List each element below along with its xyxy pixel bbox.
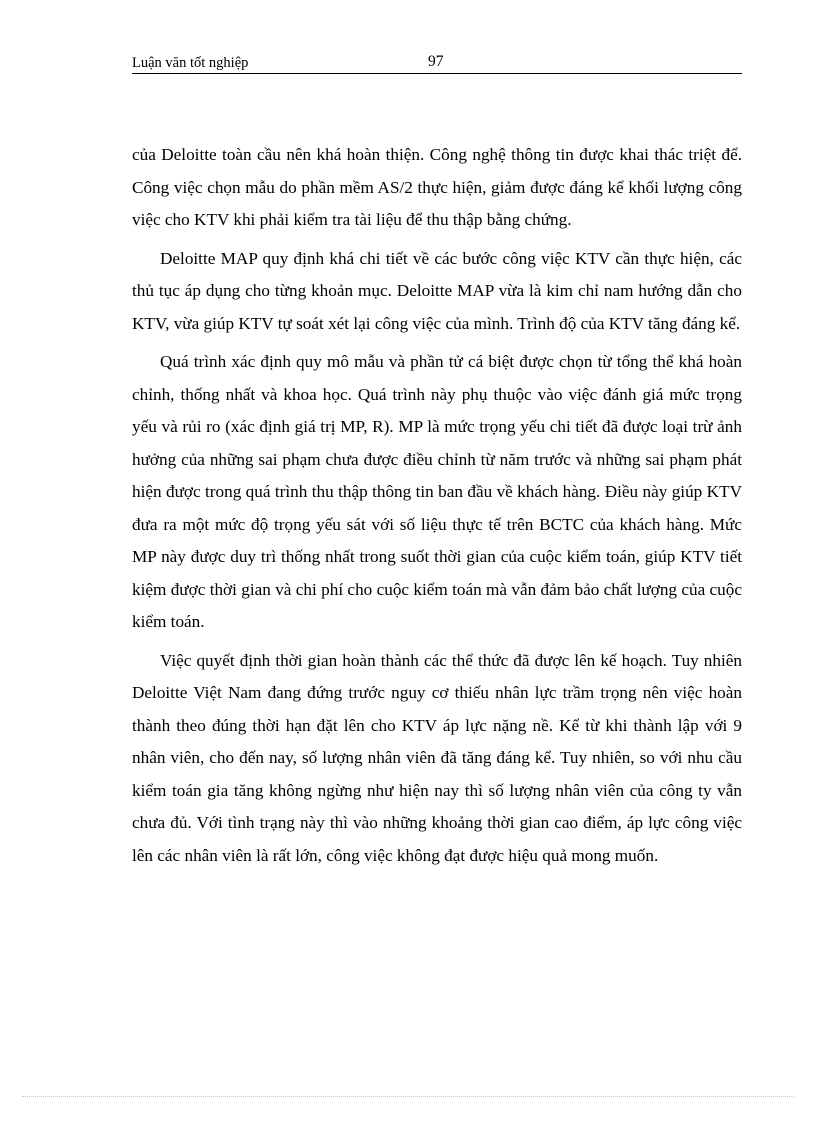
page-header [132, 52, 742, 74]
paragraph-3: Quá trình xác định quy mô mẫu và phần tử cá biệt được chọn từ tổng thể khá hoàn chỉnh, thống nhất và khoa học. Quá trình này phụ thuộc vào việc đánh giá mức trọng yếu và rủi ro (xác định giá trị MP, R). MP là mức trọng yếu chi tiết đã được loại trừ ảnh hưởng của những sai phạm chưa được điều chỉnh từ năm trước và những sai phạm phát hiện được trong quá trình thu thập thông tin ban đầu về khách hàng. Điều này giúp KTV đưa ra một mức độ trọng yếu sát với số liệu thực tế trên BCTC của khách hàng. Mức MP này được duy trì thống nhất trong suốt thời gian của cuộc kiểm toán, giúp KTV tiết kiệm được thời gian và chi phí cho cuộc kiểm toán mà vẫn đảm bảo chất lượng của cuộc kiểm toán. [132, 352, 742, 631]
paragraph-1: của Deloitte toàn cầu nên khá hoàn thiện. Công nghệ thông tin được khai thác triệt để. Công việc chọn mẫu do phần mềm AS/2 thực hiện, giảm được đáng kể khối lượng công việc cho KTV khi phải kiểm tra tài liệu để thu thập bằng chứng. [132, 145, 742, 229]
document-body [132, 139, 742, 878]
page-number: 97 [428, 53, 444, 70]
paragraph-4: Việc quyết định thời gian hoàn thành các thể thức đã được lên kế hoạch. Tuy nhiên Deloitte Việt Nam đang đứng trước nguy cơ thiếu nhân lực trầm trọng nên việc hoàn thành theo đúng thời hạn đặt lên cho KTV áp lực nặng nề. Kể từ khi thành lập với 9 nhân viên, cho đến nay, số lượng nhân viên đã tăng đáng kể. Tuy nhiên, so với nhu cầu kiểm toán gia tăng không ngừng như hiện nay thì số lượng nhân viên của công ty vẫn chưa đủ. Với tình trạng này thì vào những khoảng thời gian cao điểm, áp lực công việc lên các nhân viên là rất lớn, công việc không đạt được hiệu quả mong muốn. [132, 650, 742, 865]
header-title: Luận văn tốt nghiệp [132, 55, 249, 71]
footer-divider [22, 1096, 794, 1097]
paragraph-2: Deloitte MAP quy định khá chi tiết về các bước công việc KTV cần thực hiện, các thủ tục áp dụng cho từng khoản mục. Deloitte MAP vừa là kim chỉ nam hướng dẫn cho KTV, vừa giúp KTV tự soát xét lại công việc của mình. Trình độ của KTV tăng đáng kể. [132, 248, 742, 333]
